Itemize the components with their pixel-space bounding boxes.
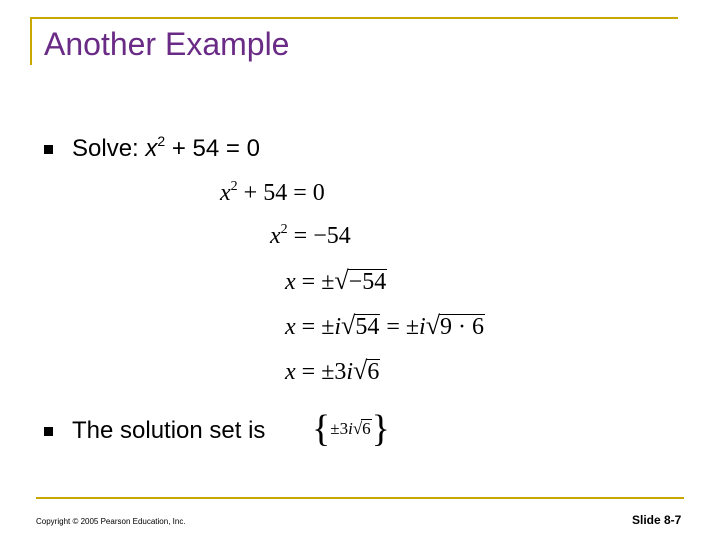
solution-set-inner xyxy=(330,419,371,438)
step-4-lhs: x xyxy=(285,314,296,340)
step-4-i1: i xyxy=(334,314,342,340)
radical-sign-icon: √ xyxy=(341,311,356,340)
bullet-solve xyxy=(72,135,260,163)
step-4-i2: i xyxy=(419,314,426,340)
solution-set-close-brace: } xyxy=(371,408,390,450)
solution-set-open-brace: { xyxy=(312,408,331,450)
step-5 xyxy=(285,356,380,386)
step-2-rest: = −54 xyxy=(287,223,351,249)
bullet-solve-suffix: + 54 = 0 xyxy=(165,135,260,162)
step-4 xyxy=(285,311,485,341)
step-3-lhs: x xyxy=(285,269,296,295)
solution-set-i: i xyxy=(348,419,353,438)
radical-sign-icon: √ xyxy=(425,311,440,340)
radical-sign-icon: √ xyxy=(352,419,363,438)
step-1-rest: + 54 = 0 xyxy=(237,180,325,206)
step-2-exp: 2 xyxy=(280,222,288,237)
step-4-mid: = ± xyxy=(380,314,420,340)
step-1 xyxy=(220,180,325,207)
bullet-solution-text: The solution set is xyxy=(72,417,266,444)
step-4-radicand-2: 9 · 6 xyxy=(440,314,484,340)
step-5-lhs: x xyxy=(285,359,296,385)
bullet-marker xyxy=(44,427,53,436)
step-5-op: = ±3 xyxy=(295,359,347,385)
step-4-radicand-1: 54 xyxy=(355,314,380,340)
footer-rule xyxy=(36,497,684,499)
step-2-var: x xyxy=(270,223,281,249)
step-3-radicand: −54 xyxy=(348,269,387,295)
radical-sign-icon: √ xyxy=(353,356,368,385)
step-1-var: x xyxy=(220,180,231,206)
step-1-exp: 2 xyxy=(230,179,238,194)
footer-copyright: Copyright © 2005 Pearson Education, Inc. xyxy=(36,517,186,526)
step-3 xyxy=(285,266,387,296)
solution-set xyxy=(312,410,390,448)
step-4-op: = ± xyxy=(295,314,335,340)
bullet-solve-var: x xyxy=(145,135,158,162)
step-3-op: = ± xyxy=(295,269,335,295)
slide-title: Another Example xyxy=(44,26,290,62)
left-rule xyxy=(30,17,32,65)
top-rule xyxy=(30,17,678,19)
bullet-marker xyxy=(44,145,53,154)
bullet-solve-exp: 2 xyxy=(157,133,166,149)
step-5-i: i xyxy=(346,359,354,385)
step-5-radicand: 6 xyxy=(367,359,380,385)
radical-sign-icon: √ xyxy=(334,266,349,295)
step-2 xyxy=(270,223,351,250)
solution-set-radicand: 6 xyxy=(362,419,371,438)
slide-number: Slide 8-7 xyxy=(632,513,682,527)
solution-set-coef: ±3 xyxy=(330,419,349,438)
bullet-solve-prefix: Solve: xyxy=(72,135,146,162)
